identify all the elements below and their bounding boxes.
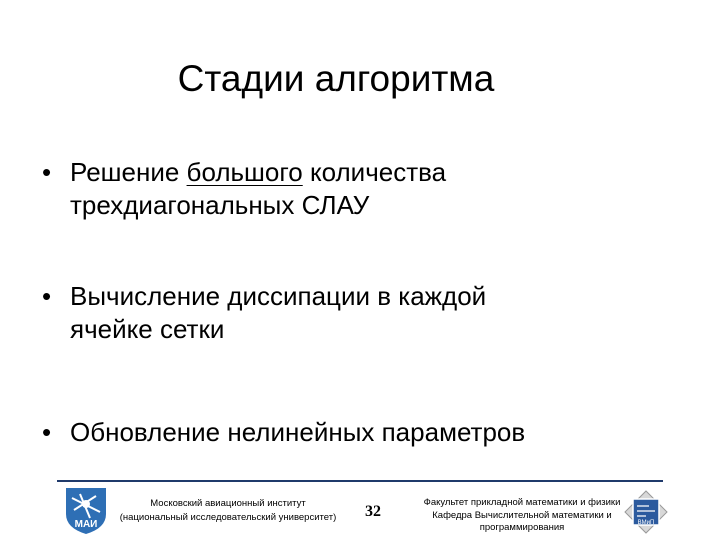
bullet-1-underlined: большого: [186, 157, 303, 187]
mai-logo-text: МАИ: [74, 519, 98, 530]
bullet-2-line1: Вычисление диссипации в каждой: [70, 281, 487, 311]
bullet-1-line2: трехдиагональных СЛАУ: [70, 190, 370, 220]
bullet-marker: •: [42, 281, 52, 311]
department-logo-text: ВМиП: [637, 520, 655, 526]
footer-divider: [57, 480, 663, 482]
bullet-1-pre: Решение: [70, 157, 187, 187]
bullet-1-post: количества: [302, 157, 447, 187]
slide-title: Стадии алгоритма: [177, 58, 495, 99]
bullet-2-line2: ячейке сетки: [70, 314, 225, 344]
department-logo-icon: [624, 490, 668, 539]
faculty-name: Факультет прикладной математики и физики Кафедра Вычислительной математики и программирования: [423, 497, 621, 533]
bullet-marker: •: [42, 417, 52, 447]
university-name: Московский авиационный институт (национальный исследовательский университет): [119, 498, 337, 523]
bullet-marker: •: [42, 157, 52, 187]
page-number: 32: [365, 503, 381, 520]
bullet-3-line1: Обновление нелинейных параметров: [70, 417, 526, 447]
mai-logo-icon: [60, 484, 112, 541]
